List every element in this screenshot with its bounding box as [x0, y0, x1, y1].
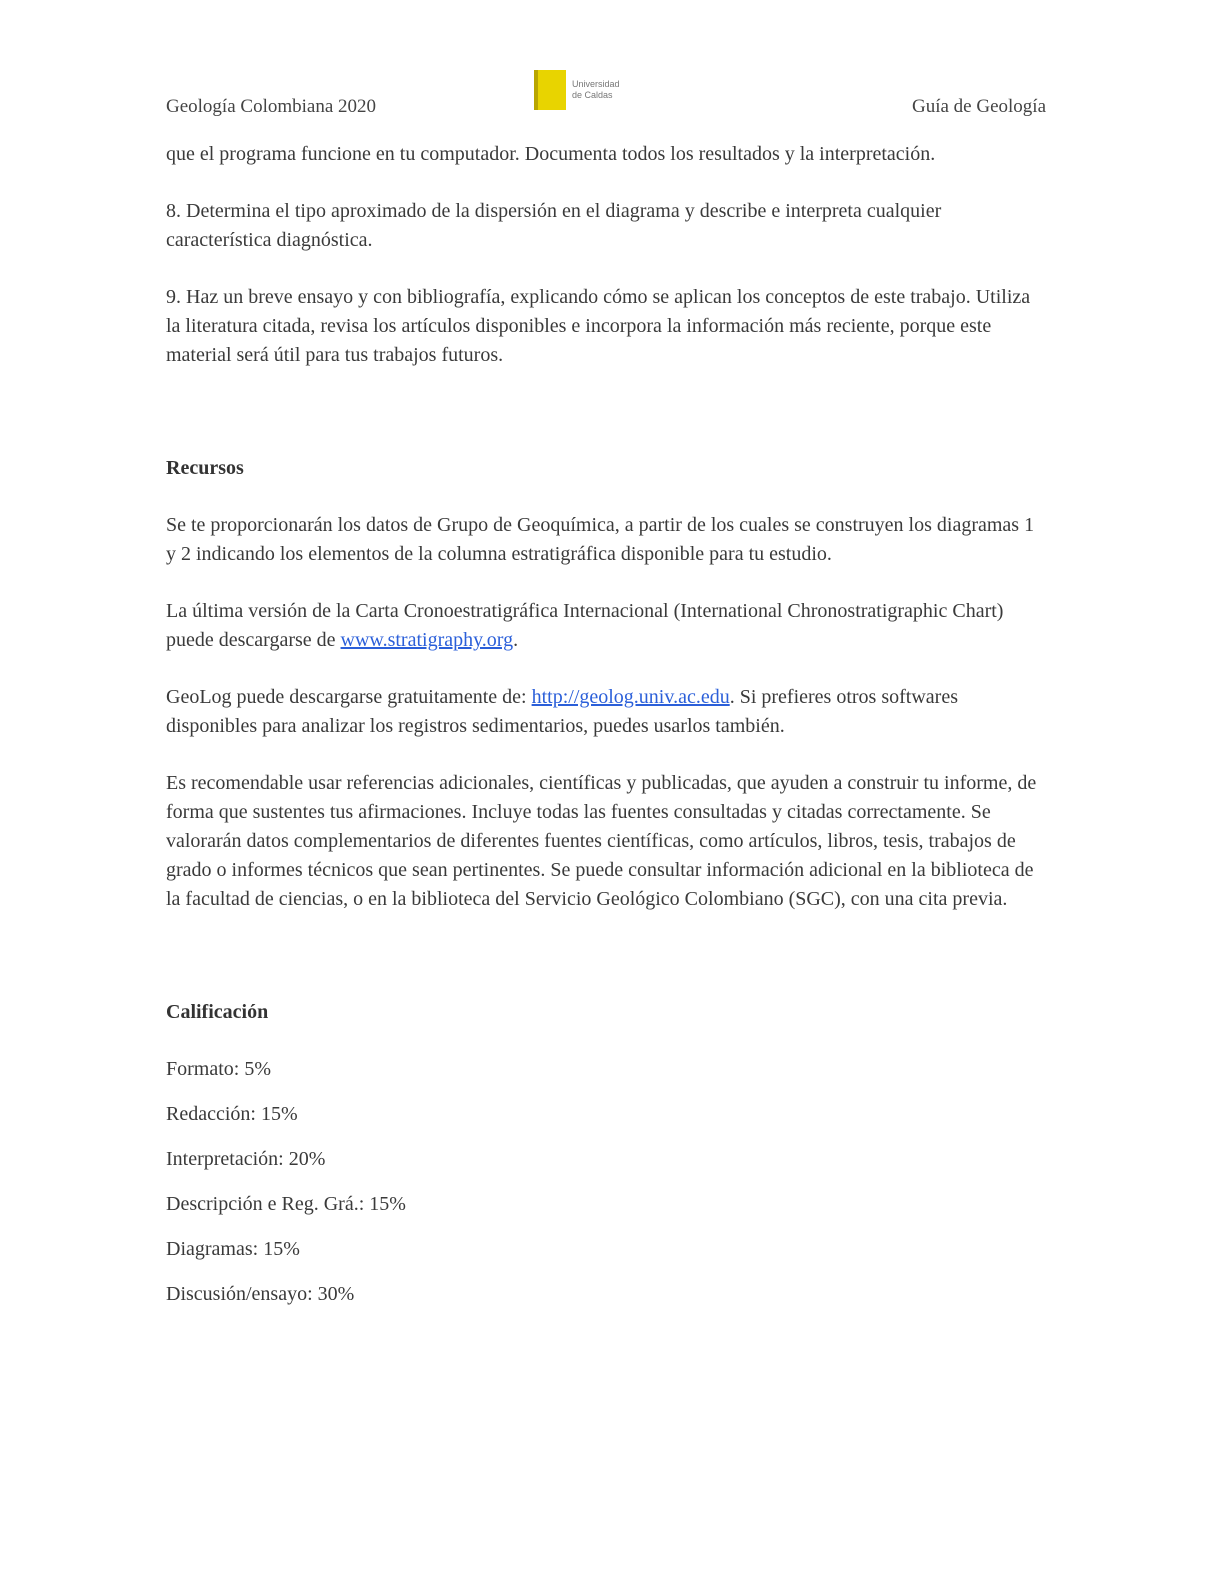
paragraph-continuation: que el programa funcione en tu computador. Documenta todos los resultados y la interpretación. — [166, 143, 936, 165]
grade-item: Formato: 5% — [166, 1058, 271, 1080]
logo-text-line-1: Universidad — [572, 79, 620, 89]
recursos-paragraph-3 — [166, 683, 1046, 741]
grade-item: Interpretación: 20% — [166, 1148, 326, 1170]
recursos-paragraph-2 — [166, 597, 1046, 655]
grade-item: Discusión/ensayo: 30% — [166, 1283, 355, 1305]
grade-item: Descripción e Reg. Grá.: 15% — [166, 1193, 406, 1215]
grade-item: Diagramas: 15% — [166, 1238, 300, 1260]
header-right-text: Guía de Geología — [911, 96, 1046, 117]
recursos-p2-text: La última versión de la Carta Cronoestratigráfica Internacional (International Chronostratigraphic Chart) puede descargarse de — [166, 600, 1004, 651]
section-title-calificacion: Calificación — [166, 1001, 269, 1023]
document-body — [166, 140, 1046, 1325]
stratigraphy-link[interactable]: www.stratigraphy.org — [340, 629, 514, 651]
recursos-p3-end: . Si prefieres otros softwares disponibles para analizar los registros sedimentarios, puedes usarlos también. — [166, 686, 958, 737]
geolog-link[interactable]: http://geolog.univ.ac.edu — [531, 686, 730, 708]
paragraph-item-8: 8. Determina el tipo aproximado de la dispersión en el diagrama y describe e interpreta cualquier característica diagnóstica. — [166, 200, 942, 251]
recursos-paragraph-1: Se te proporcionarán los datos de Grupo de Geoquímica, a partir de los cuales se construyen los diagramas 1 y 2 indicando los elementos de la columna estratigráfica disponible para tu estudio. — [166, 514, 1035, 565]
university-logo — [534, 70, 674, 110]
paragraph-item-9: 9. Haz un breve ensayo y con bibliografía, explicando cómo se aplican los conceptos de este trabajo. Utiliza la literatura citada, revisa los artículos disponibles e incorpora la información más reciente, porque este material será útil para tus trabajos futuros. — [166, 286, 1031, 366]
logo-text — [572, 79, 620, 101]
section-title-recursos: Recursos — [166, 457, 244, 479]
logo-text-line-2: de Caldas — [572, 90, 613, 100]
logo-mark-icon — [534, 70, 566, 110]
grades-list — [166, 1055, 1046, 1309]
page-header — [166, 70, 1046, 118]
recursos-paragraph-4: Es recomendable usar referencias adicionales, científicas y publicadas, que ayuden a construir tu informe, de forma que sustentes tus afirmaciones. Incluye todas las fuentes consultadas y citadas correctamente. Se valorarán datos complementarios de diferentes fuentes científicas, como artículos, libros, tesis, trabajos de grado o informes técnicos que sean pertinentes. Se puede consultar información adicional en la biblioteca de la facultad de ciencias, o en la biblioteca del Servicio Geológico Colombiano (SGC), con una cita previa. — [166, 772, 1037, 910]
recursos-p3-text: GeoLog puede descargarse gratuitamente de: — [166, 686, 532, 708]
recursos-p2-end: . — [513, 629, 519, 651]
header-left-text: Geología Colombiana 2020 — [166, 96, 377, 117]
grade-item: Redacción: 15% — [166, 1103, 298, 1125]
